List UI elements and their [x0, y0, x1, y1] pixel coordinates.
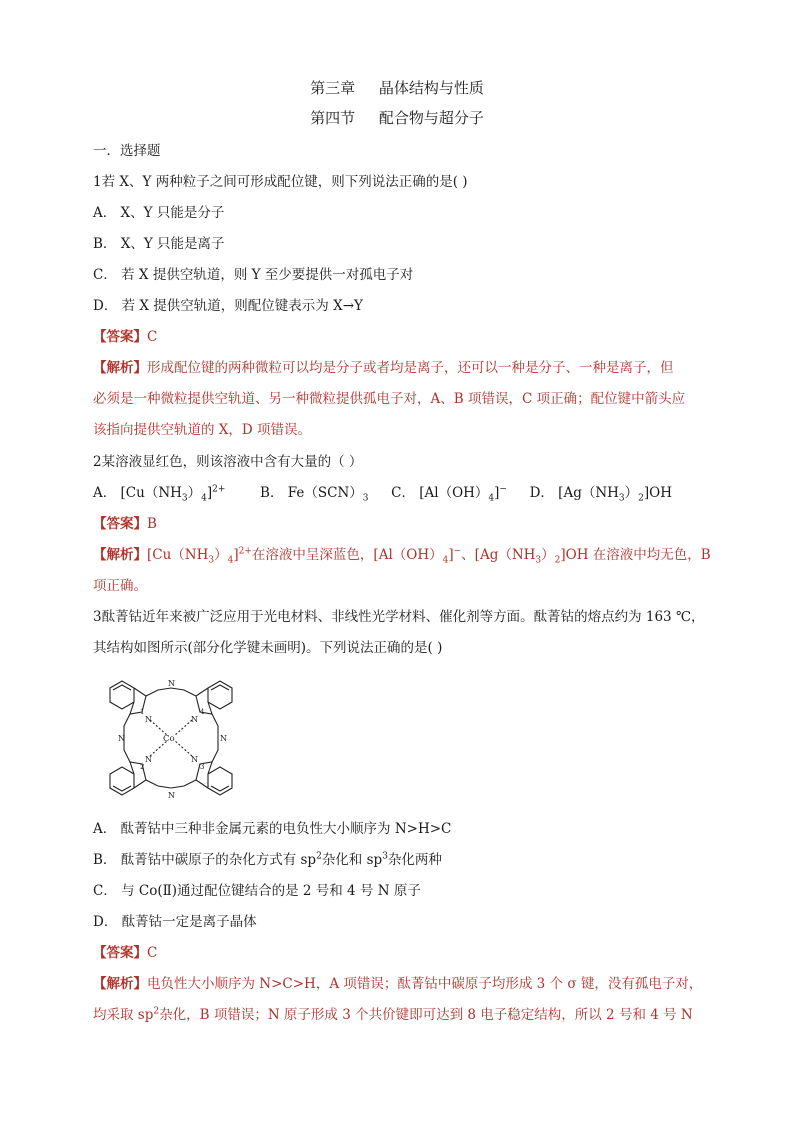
q3-stem-1: 3酞菁钴近年来被广泛应用于光电材料、非线性光学材料、催化剂等方面。酞菁钴的熔点约为 163 ℃， [93, 609, 705, 625]
meso-n-top: N [168, 679, 175, 688]
q2-options [93, 483, 713, 503]
n-number-2: 2 [140, 763, 145, 771]
q2-answer-value: B [147, 516, 157, 532]
q2-answer: 【答案】B [93, 516, 157, 532]
phthalocyanine-cobalt-structure [96, 670, 246, 806]
pyrrole-n-3: N [191, 755, 198, 764]
cobalt-center-label: Co [163, 734, 175, 744]
q1-answer [93, 327, 713, 347]
pyrrole-n-1: N [145, 715, 152, 724]
meso-n-right: N [220, 734, 227, 743]
q1-analysis-text-1: 形成配位键的两种微粒可以均是分子或者均是离子，还可以一种是分子、一种是离子，但 [147, 360, 674, 376]
meso-n-bottom: N [168, 791, 175, 800]
q2-option-a: A． $[Cu(NH_3)_4]^{2+}$ [93, 484, 226, 504]
chapter-title: 第三章 晶体结构与性质 [310, 79, 484, 97]
q1-analysis-line-3: 该指向提供空轨道的 X，D 项错误。 [93, 422, 312, 438]
answer-tag: 【答案】 [93, 329, 147, 345]
n-number-1: 1 [140, 708, 145, 716]
n-number-4: 4 [200, 708, 205, 716]
q2-analysis-line-1: 【解析】$[Cu(NH_3)_4]^{2+}$在溶液中呈深蓝色，$[Al(OH)_4]^-$、$[Ag(NH_3)_2]OH$ 在溶液中均无色，B [93, 546, 711, 566]
q3-answer: 【答案】C [93, 945, 158, 961]
q2-analysis-line-2: 项正确。 [93, 578, 147, 594]
q3-option-a: A． 酞菁钴中三种非金属元素的电负性大小顺序为 N>H>C [93, 821, 452, 837]
q3-option-c: C． 与 Co(Ⅱ)通过配位键结合的是 2 号和 4 号 N 原子 [93, 883, 421, 899]
q3-answer-value: C [147, 945, 158, 961]
q3-analysis-line-2: 均采取 $sp^2$杂化，B 项错误；N 原子形成 3 个共价键即可达到 8 电子稳定结构，所以 2 号和 4 号 N [93, 1006, 693, 1023]
q2-option-b: B． $Fe(SCN)_3$ [260, 485, 369, 504]
meso-n-left: N [118, 734, 125, 743]
q3-option-d: D． 酞菁钴一定是离子晶体 [93, 914, 257, 930]
q1-option-d: D． 若 X 提供空轨道，则配位键表示为 X→Y [93, 298, 363, 314]
q2-option-d: D． $[Ag(NH_3)_2]OH$ [529, 485, 672, 504]
q2-option-c: C． $[Al(OH)_4]^-$ [391, 484, 507, 504]
q2-stem: 2某溶液显红色，则该溶液中含有大量的（ ） [93, 454, 363, 470]
q3-option-b: B． 酞菁钴中碳原子的杂化方式有 $sp^2$杂化和 $sp^3$杂化两种 [93, 851, 442, 868]
analysis-tag: 【解析】 [93, 360, 147, 376]
pyrrole-n-2: N [145, 755, 152, 764]
q1-answer-value: C [147, 329, 158, 345]
q1-analysis-line-2: 必须是一种微粒提供空轨道、另一种微粒提供孤电子对，A、B 项错误，C 项正确；配位键中箭头应 [93, 391, 686, 407]
q1-option-a: A． X、Y 只能是分子 [93, 205, 225, 221]
q1-option-b: B． X、Y 只能是离子 [93, 236, 225, 252]
section-title: 第四节 配合物与超分子 [310, 109, 484, 127]
q1-option-c: C． 若 X 提供空轨道，则 Y 至少要提供一对孤电子对 [93, 267, 414, 283]
part-heading: 一．选择题 [93, 143, 161, 159]
n-number-3: 3 [200, 763, 205, 771]
q3-analysis-line-1: 【解析】电负性大小顺序为 N>C>H，A 项错误；酞菁钴中碳原子均形成 3 个 σ 键，没有孤电子对， [93, 976, 703, 992]
pyrrole-n-4: N [191, 715, 198, 724]
q1-analysis-line-1 [93, 358, 713, 378]
q3-stem-2: 其结构如图所示(部分化学键未画明)。下列说法正确的是( ) [93, 640, 443, 656]
q1-stem: 1若 X、Y 两种粒子之间可形成配位键，则下列说法正确的是( ) [93, 174, 468, 190]
